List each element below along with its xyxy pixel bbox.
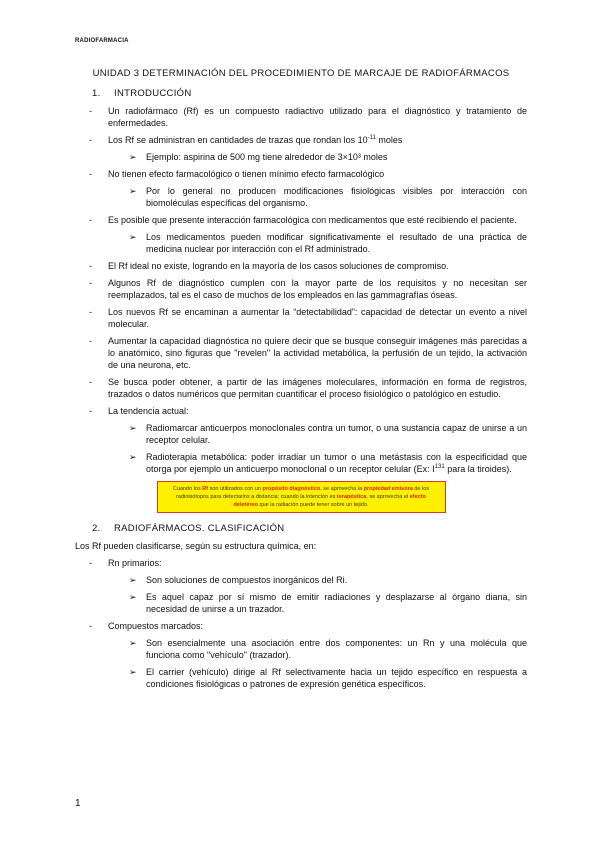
highlight-note-box: Cuando los Rf son utilizados con un propósito diagnóstico, se aprovecha la propiedad emisora de los radioisótopos para detectarlos a distancia; cuando la intención es terapéutica, se aprovecha el efecto deletéreo que la radiación puede tener sobre un tejido.: [157, 481, 446, 513]
sub-list-item: ➢ Radioterapia metabólica: poder irradiar un tumor o una metástasis con la especificidad que otorga por ejemplo un anticuerpo monoclonal o un receptor celular (Ex: $I^{131}$ para la tiroides).: [129, 452, 527, 474]
section-2-number: 2.: [92, 523, 101, 534]
running-header: RADIOFARMACIA: [75, 38, 129, 44]
sub-list-item: ➢ Son esencialmente una asociación entre dos componentes: un Rn y una molécula que funciona como "vehículo" (trazador).: [129, 638, 527, 660]
list-item: - Un radiofármaco (Rf) es un compuesto radiactivo utilizado para el diagnóstico y tratamiento de enfermedades.: [89, 106, 527, 128]
list-item: - El Rf ideal no existe, logrando en la mayoría de los casos soluciones de compromiso.: [89, 261, 449, 271]
arrow-bullet-icon: ➢: [129, 638, 137, 648]
section-2-heading: RADIOFÁRMACOS. CLASIFICACIÓN: [114, 523, 285, 534]
list-item: - La tendencia actual:: [89, 406, 189, 416]
section-2-title: [75, 523, 527, 535]
page-number: 1: [75, 798, 81, 809]
dash-bullet: -: [89, 307, 92, 317]
list-item: - Los Rf se administran en cantidades de trazas que rondan los $10^{-11}$ moles: [89, 135, 403, 145]
sub-list-item: ➢ El carrier (vehículo) dirige al Rf selectivamente hacia un tejido específico en respuesta a condiciones fisiológicas o patrones de expresión genética específicos.: [129, 667, 527, 689]
arrow-bullet-icon: ➢: [129, 152, 137, 162]
dash-bullet: -: [89, 169, 92, 179]
list-item: - No tienen efecto farmacológico o tienen mínimo efecto farmacológico: [89, 169, 385, 179]
list-item: - Los nuevos Rf se encaminan a aumentar la “detectabilidad”: capacidad de detectar un evento a nivel molecular.: [89, 307, 527, 329]
section-1-heading: INTRODUCCIÓN: [114, 88, 192, 99]
dash-bullet: -: [89, 215, 92, 225]
list-item: - Compuestos marcados:: [89, 621, 204, 631]
arrow-bullet-icon: ➢: [129, 423, 137, 433]
sub-list-item: ➢ Radiomarcar anticuerpos monoclonales contra un tumor, o una sustancia capaz de unirse a un receptor celular.: [129, 423, 527, 445]
dash-bullet: -: [89, 558, 92, 568]
list-item: - Se busca poder obtener, a partir de las imágenes moleculares, información en forma de registros, trazados o datos numéricos que permitan cuantificar el proceso fisiológico o patológico en estudio.: [89, 377, 527, 399]
arrow-bullet-icon: ➢: [129, 592, 137, 602]
arrow-bullet-icon: ➢: [129, 575, 137, 585]
dash-bullet: -: [89, 278, 92, 288]
dash-bullet: -: [89, 135, 92, 145]
arrow-bullet-icon: ➢: [129, 232, 137, 242]
list-item: - Es posible que presente interacción farmacológica con medicamentos que esté recibiendo el paciente.: [89, 215, 517, 225]
arrow-bullet-icon: ➢: [129, 186, 137, 196]
sub-list-item: ➢ Es aquel capaz por sí mismo de emitir radiaciones y desplazarse al órgano diana, sin necesidad de unirse a un trazador.: [129, 592, 527, 614]
dash-bullet: -: [89, 377, 92, 387]
dash-bullet: -: [89, 106, 92, 116]
section-1-title: [75, 88, 527, 100]
sub-list-item: ➢ Son soluciones de compuestos inorgánicos del Ri.: [129, 575, 348, 585]
sub-list-item: ➢ Ejemplo: aspirina de 500 mg tiene alrededor de 3×10³ moles: [129, 152, 388, 162]
list-item: - Algunos Rf de diagnóstico cumplen con la mayor parte de los requisitos y no necesitan ser reemplazados, tal es el caso de muchos de los empleados en las gammagrafías óseas.: [89, 278, 527, 300]
dash-bullet: -: [89, 336, 92, 346]
list-item: - Rn primarios:: [89, 558, 162, 568]
sub-list-item: ➢ Por lo general no producen modificaciones fisiológicas visibles por interacción con biomoléculas específicas del organismo.: [129, 186, 527, 208]
sub-list-item: ➢ Los medicamentos pueden modificar significativamente el resultado de una práctica de medicina nuclear por interacción con el Rf administrado.: [129, 232, 527, 254]
section-2-intro: Los Rf pueden clasificarse, según su estructura química, en:: [75, 541, 317, 551]
unit-title: UNIDAD 3 DETERMINACIÓN DEL PROCEDIMIENTO DE MARCAJE DE RADIOFÁRMACOS: [92, 68, 510, 79]
arrow-bullet-icon: ➢: [129, 667, 137, 677]
dash-bullet: -: [89, 261, 92, 271]
section-1-number: 1.: [92, 88, 101, 99]
document-body: [75, 68, 527, 695]
list-item: - Aumentar la capacidad diagnóstica no quiere decir que se busque conseguir imágenes más parecidas a lo anatómico, sino figuras que "revelen" la actividad metabólica, la perfusión de un tejido, la activación de una neurona, etc.: [89, 336, 527, 370]
dash-bullet: -: [89, 621, 92, 631]
arrow-bullet-icon: ➢: [129, 452, 137, 462]
dash-bullet: -: [89, 406, 92, 416]
